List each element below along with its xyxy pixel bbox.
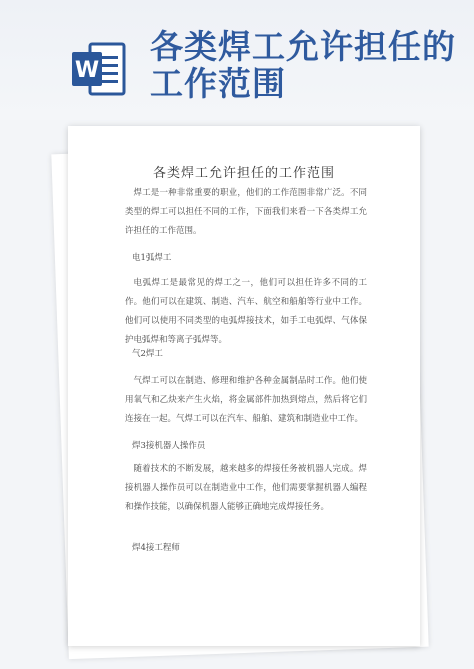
section-body-3: 随着技术的不断发展，越来越多的焊接任务被机器人完成。焊接机器人操作员可以在制造业中工作，他们需要掌握机器人编程和操作技能，以确保机器人能够正确地完成焊接任务。 (125, 464, 367, 512)
section-body-1: 电弧焊工是最常见的焊工之一，他们可以担任许多不同的工作。他们可以在建筑、制造、汽车、航空和船舶等行业中工作。他们可以使用不同类型的电弧焊接技术，如手工电弧焊、气体保护电弧焊和等离子弧焊等。 (125, 278, 367, 345)
section-heading-4: 焊4接工程师 (132, 543, 180, 553)
intro-paragraph: 焊工是一种非常重要的职业，他们的工作范围非常广泛。不同类型的焊工可以担任不同的工作，下面我们来看一下各类焊工允许担任的工作范围。 (125, 188, 367, 236)
section-heading-2: 气2焊工 (132, 349, 163, 359)
section-heading-3: 焊3接机器人操作员 (132, 441, 206, 451)
word-doc-icon (70, 40, 128, 98)
word-logo-letter: W (74, 58, 100, 83)
header-banner (0, 0, 474, 120)
section-heading-1: 电1弧焊工 (132, 253, 172, 263)
section-body-2: 气焊工可以在制造、修理和维护各种金属制品时工作。他们使用氧气和乙炔来产生火焰，将金属部件加热到熔点，然后将它们连接在一起。气焊工可以在汽车、船舶、建筑和制造业中工作。 (125, 376, 367, 424)
document-page (68, 126, 420, 646)
document-title: 各类焊工允许担任的工作范围 (152, 166, 335, 181)
banner-title: 各类焊工允许担任的工作范围 (150, 27, 456, 103)
